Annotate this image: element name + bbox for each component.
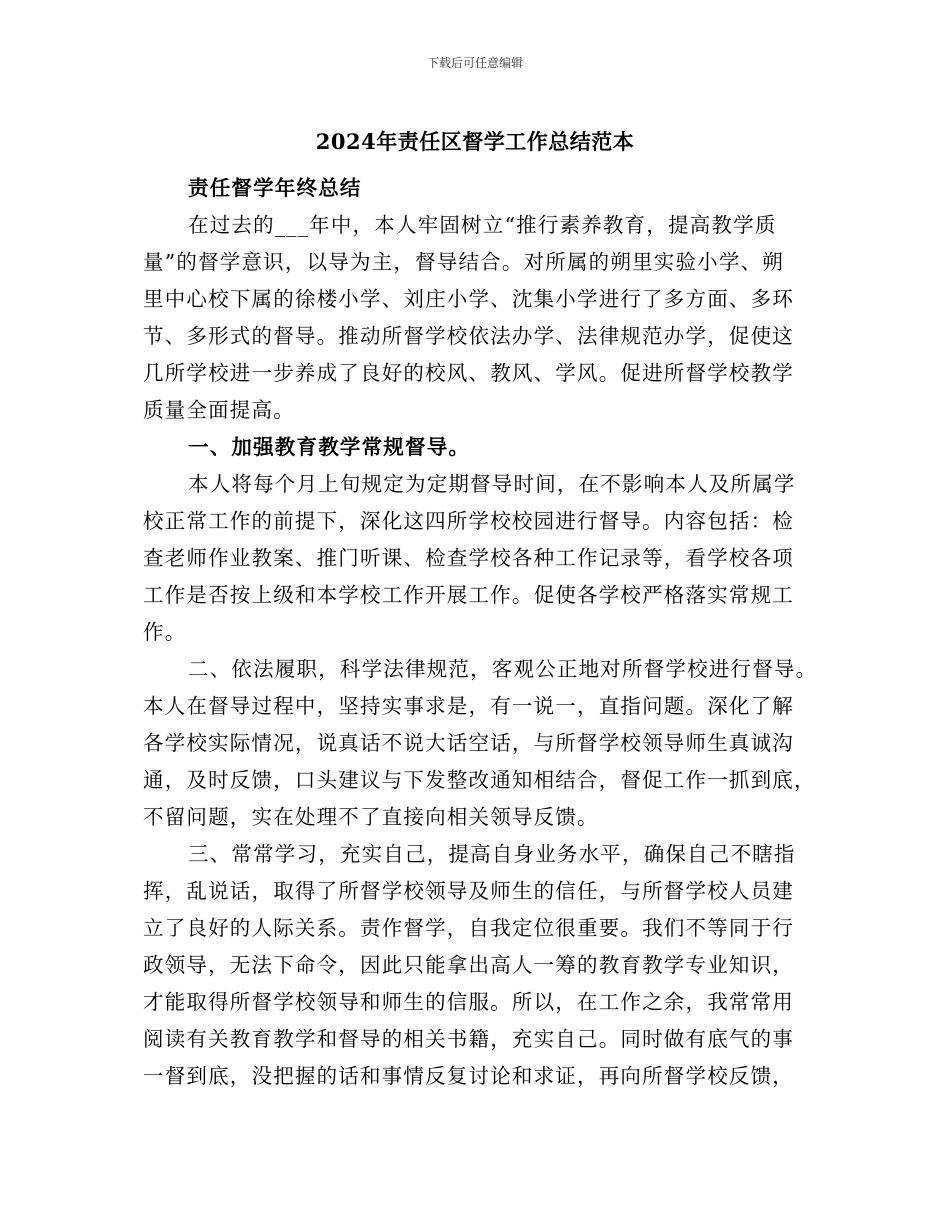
section-heading-line: 责任督学年终总结 <box>188 176 362 200</box>
paragraph-line: 在过去的___年中，本人牢固树立“推行素养教育，提高教学质 <box>188 213 777 237</box>
paragraph-line: 工作是否按上级和本学校工作开展工作。促使各学校严格落实常规工 <box>143 583 794 607</box>
paragraph-line: 本人将每个月上旬规定为定期督导时间，在不影响本人及所属学 <box>188 472 796 496</box>
paragraph-line: 本人在督导过程中，坚持实事求是，有一说一，直指问题。深化了解 <box>143 694 794 718</box>
section-heading-line: 一、加强教育教学常规督导。 <box>188 435 471 459</box>
paragraph-line: 各学校实际情况，说真话不说大话空话，与所督学校领导师生真诚沟 <box>143 731 794 755</box>
document-title: 2024年责任区督学工作总结范本 <box>315 129 635 154</box>
paragraph-line: 几所学校进一步养成了良好的校风、教风、学风。促进所督学校教学 <box>143 361 794 385</box>
paragraph-line: 通，及时反馈，口头建议与下发整改通知相结合，督促工作一抓到底， <box>143 768 816 792</box>
paragraph-line: 阅读有关教育教学和督导的相关书籍，充实自己。同时做有底气的事 <box>143 1027 794 1051</box>
paragraph-line: 节、多形式的督导。推动所督学校依法办学、法律规范办学，促使这 <box>143 324 794 348</box>
paragraph-line: 作。 <box>143 620 187 644</box>
paragraph-line: 二、依法履职，科学法律规范，客观公正地对所督学校进行督导。 <box>188 657 818 681</box>
paragraph-line: 查老师作业教案、推门听课、检查学校各种工作记录等，看学校各项 <box>143 546 794 570</box>
paragraph-line: 政领导，无法下命令，因此只能拿出高人一筹的教育教学专业知识， <box>143 953 794 977</box>
paragraph-line: 挥，乱说话，取得了所督学校领导及师生的信任，与所督学校人员建 <box>143 879 794 903</box>
page-header: 下载后可任意编辑 <box>426 56 523 70</box>
paragraph-line: 质量全面提高。 <box>143 398 295 422</box>
paragraph-line: 不留问题，实在处理不了直接向相关领导反馈。 <box>143 805 599 829</box>
paragraph-line: 量”的督学意识，以导为主，督导结合。对所属的朔里实验小学、朔 <box>143 250 784 274</box>
paragraph-line: 才能取得所督学校领导和师生的信服。所以，在工作之余，我常常用 <box>143 990 794 1014</box>
document-body <box>143 170 823 1095</box>
paragraph-line: 三、常常学习，充实自己，提高自身业务水平，确保自己不瞎指 <box>188 842 796 866</box>
paragraph-line: 一督到底，没把握的话和事情反复讨论和求证，再向所督学校反馈， <box>143 1064 794 1088</box>
paragraph-line: 立了良好的人际关系。责作督学，自我定位很重要。我们不等同于行 <box>143 916 794 940</box>
paragraph-line: 里中心校下属的徐楼小学、刘庄小学、沈集小学进行了多方面、多环 <box>143 287 794 311</box>
paragraph-line: 校正常工作的前提下，深化这四所学校校园进行督导。内容包括：检 <box>143 509 794 533</box>
